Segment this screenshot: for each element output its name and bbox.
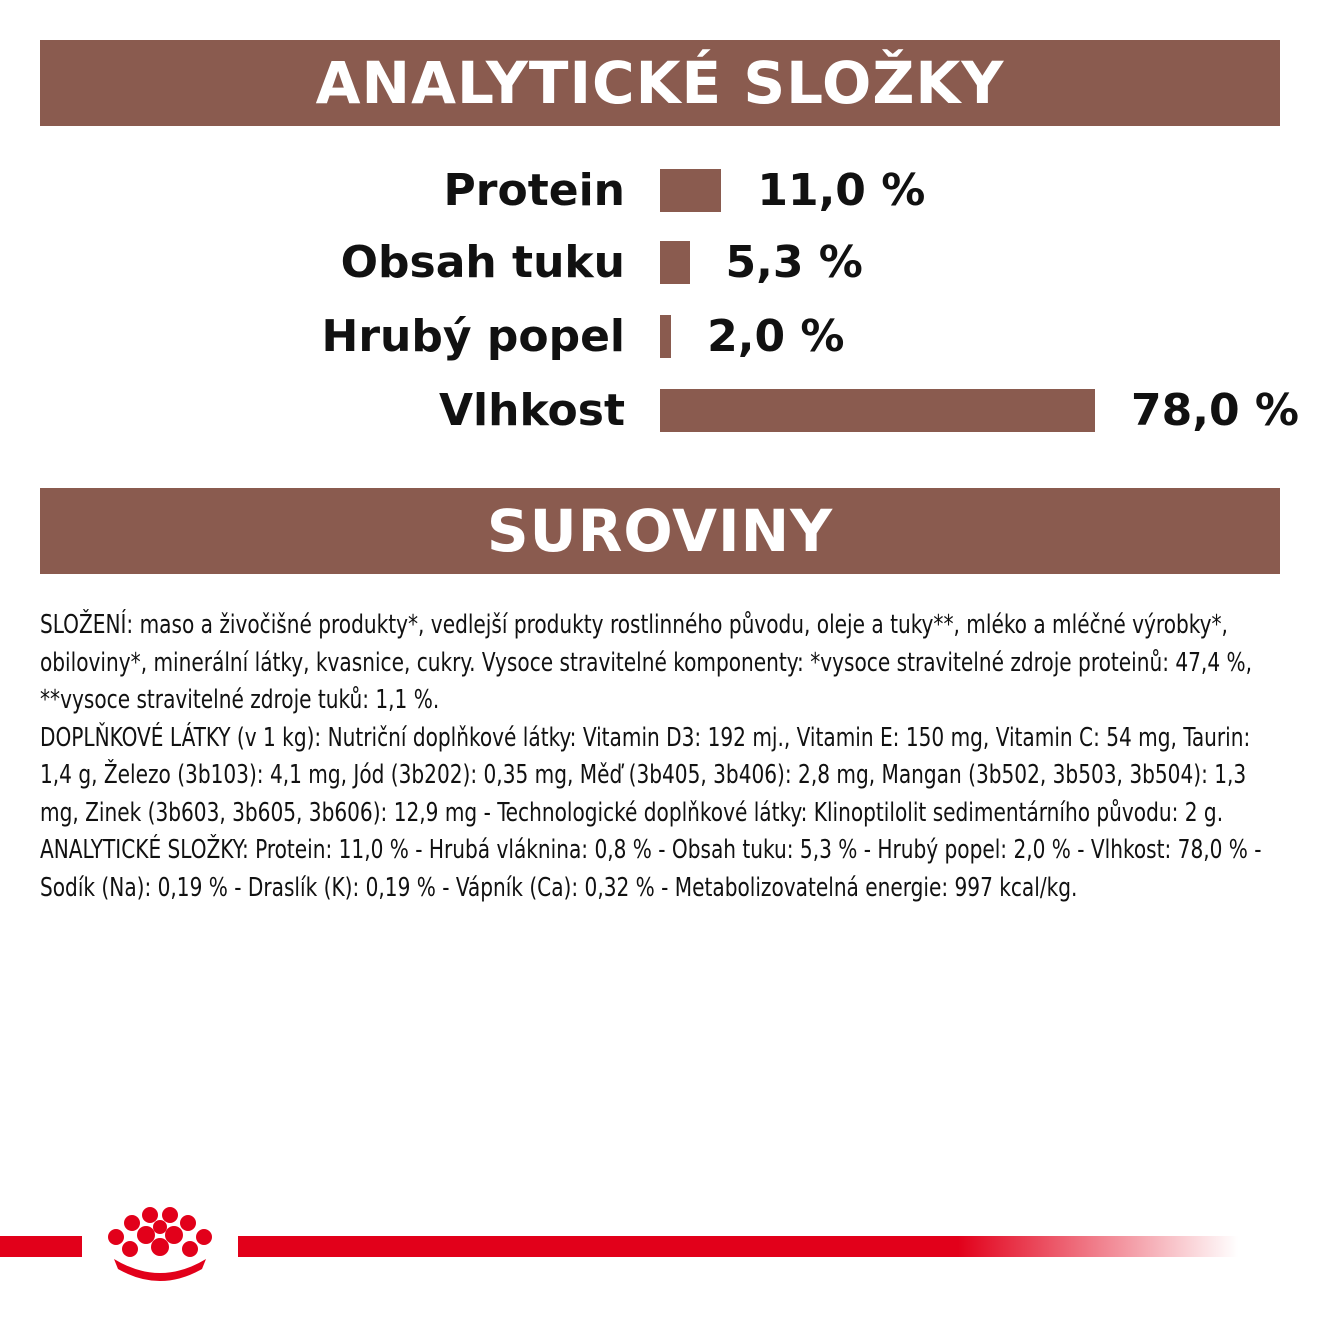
analytic-components-title: ANALYTICKÉ SLOŽKY — [315, 49, 1005, 117]
bar-label: Hrubý popel — [321, 311, 625, 362]
bar-value-label: 5,3 % — [725, 237, 863, 288]
ingredients-banner — [40, 488, 1280, 574]
bar-value-label: 11,0 % — [757, 165, 926, 216]
composition-paragraph: SLOŽENÍ: maso a živočišné produkty*, vedlejší produkty rostlinného původu, oleje a tuky**, mléko a mléčné výrobky*, obiloviny*, minerální látky, kvasnice, cukry. Vysoce stravitelné komponenty: *vysoce stravitelné zdroje proteinů: 47,4 %, **vysoce stravitelné zdroje tuků: 1,1 %. — [40, 609, 1252, 714]
bar — [660, 389, 1095, 432]
additives-paragraph: DOPLŇKOVÉ LÁTKY (v 1 kg): Nutriční doplňkové látky: Vitamin D3: 192 mj., Vitamin E: 150 mg, Vitamin C: 54 mg, Taurin: 1,4 g, Železo (3b103): 4,1 mg, Jód (3b202): 0,35 mg, Měď (3b405, 3b406): 2,8 mg, Mangan (3b502, 3b503, 3b504): 1,3 mg, Zinek (3b603, 3b605, 3b606): 12,9 mg - Technologické doplňkové látky: Klinoptilolit sedimentárního původu: 2 g. — [40, 721, 1251, 827]
bar-label: Obsah tuku — [340, 237, 625, 288]
ingredients-title: SUROVINY — [486, 497, 834, 565]
crown-logo-icon — [92, 1203, 232, 1283]
footer-red-line-left — [0, 1236, 82, 1257]
ingredients-text — [40, 606, 1285, 906]
analytical-paragraph: ANALYTICKÉ SLOŽKY: Protein: 11,0 % - Hrubá vláknina: 0,8 % - Obsah tuku: 5,3 % - Hrubý popel: 2,0 % - Vlhkost: 78,0 % - Sodík (Na): 0,19 % - Draslík (K): 0,19 % - Vápník (Ca): 0,32 % - Metabolizovatelná energie: 997 kcal/kg. — [40, 834, 1262, 902]
footer-red-line-right — [238, 1236, 1238, 1257]
analytic-components-banner — [40, 40, 1280, 126]
bar — [660, 241, 690, 284]
bar — [660, 315, 671, 358]
bar-value-label: 2,0 % — [707, 311, 845, 362]
bar-value-label: 78,0 % — [1131, 385, 1299, 436]
bar-label: Protein — [443, 165, 625, 216]
bar-label: Vlhkost — [439, 385, 625, 436]
bar — [660, 169, 721, 212]
